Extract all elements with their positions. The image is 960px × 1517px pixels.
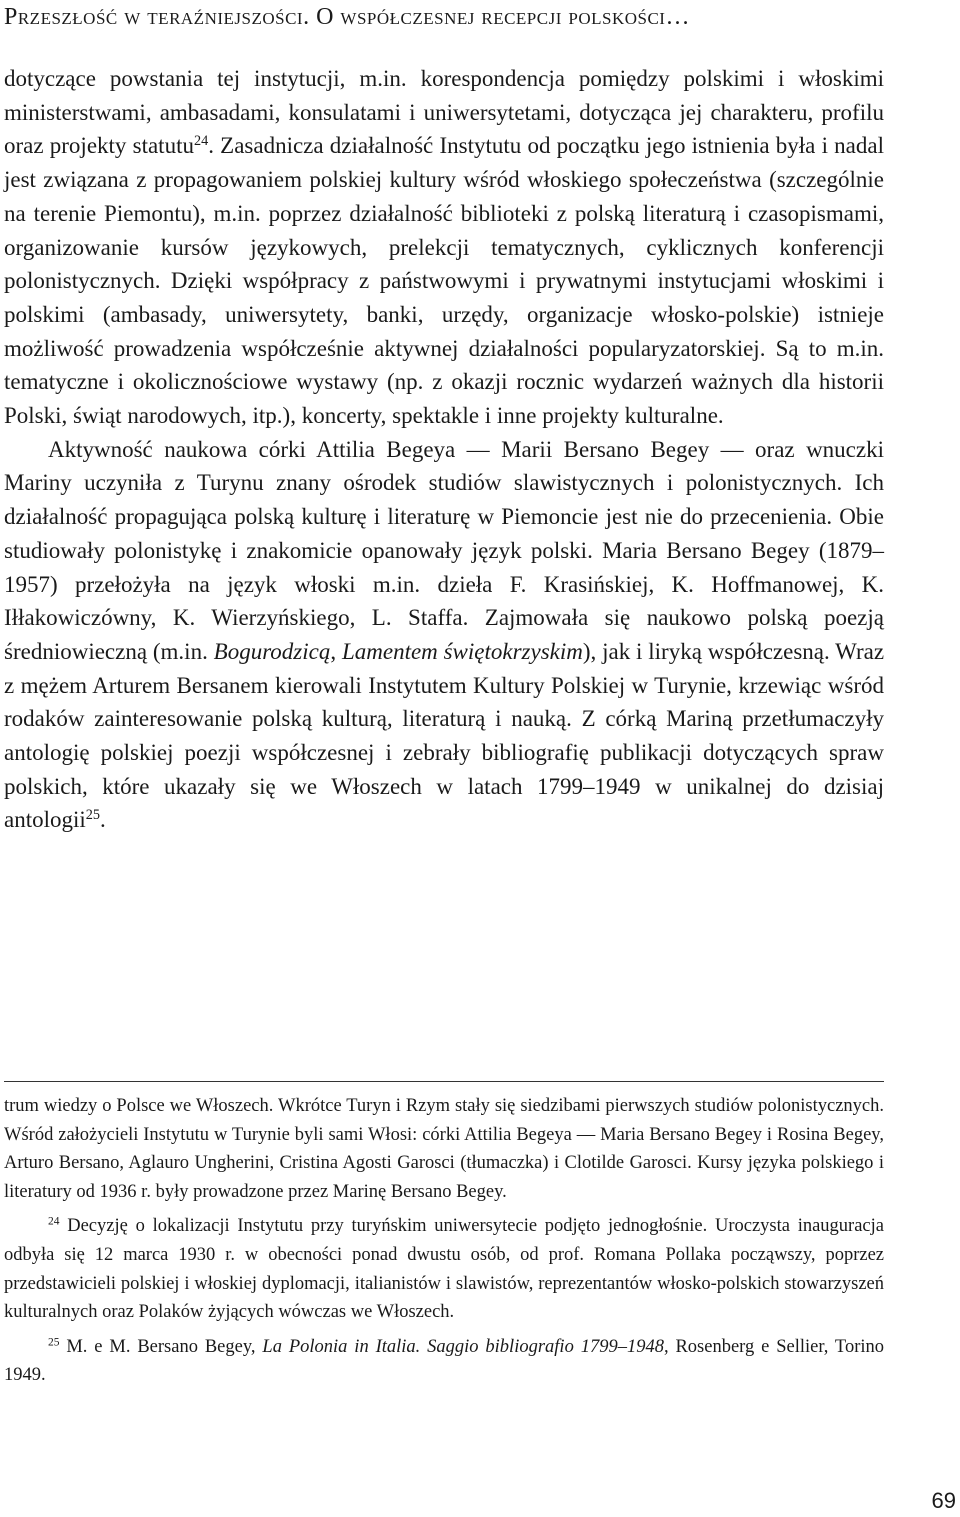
page-number: 69 (931, 1488, 956, 1513)
main-text (4, 62, 884, 837)
paragraph-1-text-b: . Zasadnicza działalność Instytutu od początku jego istnienia była i nadal jest związana z propagowaniem polskiej kultury wśród włoskiego społeczeństwa (szczególnie na terenie Piemontu), m.in. poprzez działalność biblioteki z polską literaturą i czasopismami, organizowanie kursów językowych, prelekcji tematycznych, cyklicznych konferencji polonistycznych. Dzięki współpracy z państwowymi i prywatnymi instytucjami włoskimi i polskimi (ambasady, uniwersytety, banki, urzędy, organizacje włosko-polskie) istnieje możliwość prowadzenia współcześnie aktywnej działalności popularyzatorskiej. Są to m.in. tematyczne i okolicznościowe wystawy (np. z okazji rocznic wydarzeń ważnych dla historii Polski, świąt narodowych, itp.), koncerty, spektakle i inne projekty kulturalne. (4, 133, 884, 429)
footnote-24-text: Decyzję o lokalizacji Instytutu przy turyńskim uniwersytecie podjęto jednogłośnie. Uroczysta inauguracja odbyła się 12 marca 1930 r. w obecności ponad dwustu osób, od prof. Romana Pollaka począwszy, poprzez przedstawicieli polskiej i włoskiej dyplomacji, italianistów i slawistów, reprezentantów włosko-polskich stowarzyszeń kulturalnych oraz Polaków żyjących wówczas we Włoszech. (4, 1216, 884, 1323)
running-head: Przeszłość w teraźniejszości. O współczesnej recepcji polskości… (4, 4, 690, 30)
footnotes (4, 1092, 884, 1390)
footnote-continuation: trum wiedzy o Polsce we Włoszech. Wkrótce Turyn i Rzym stały się siedzibami pierwszych studiów polonistycznych. Wśród założycieli Instytutu w Turynie byli sami Włosi: córki Attilia Begeya — Maria Bersano Begey i Rosina Begey, Arturo Bersano, Aglauro Ungherini, Cristina Agosti Garosci (tłumaczka) i Clotilde Garosci. Kursy języka polskiego i literatury od 1936 r. były prowadzone przez Marinę Bersano Begey. (4, 1096, 884, 1202)
footnote-separator (4, 1081, 884, 1082)
footnote-25-text-b: , Rosenberg e Sellier, Torino 1949. (4, 1336, 884, 1386)
paragraph-1-text-a: dotyczące powstania tej instytucji, m.in. korespondencja pomiędzy polskimi i włoskimi ministerstwami, ambasadami, konsulatami i uniwersytetami, dotycząca jej charakteru, profilu oraz projekty statutu (4, 66, 884, 159)
paragraph-2-separator: , (330, 638, 342, 664)
paragraph-2 (4, 433, 884, 837)
footnote-25-number: 25 (48, 1336, 60, 1349)
footnote-24-number: 24 (48, 1216, 60, 1229)
footnote-ref-25[interactable]: 25 (85, 807, 101, 824)
footnote-25-text-a: M. e M. Bersano Begey, (59, 1336, 263, 1357)
footnote-25-book-title: La Polonia in Italia. Saggio bibliografio 1799–1948 (262, 1336, 664, 1357)
footnote-24 (4, 1212, 884, 1326)
paragraph-2-text-a: Aktywność naukowa córki Attilia Begeya — Marii Bersano Begey — oraz wnuczki Mariny uczyniła z Turynu znany ośrodek studiów slawistycznych i polonistycznych. Ich działalność propagująca polską kulturę i literaturę w Piemoncie jest nie do przecenienia. Obie studiowały polonistykę i znakomicie opanowały język polski. Maria Bersano Begey (1879–1957) przełożyła na język włoski m.in. dzieła F. Krasińskiej, K. Hoffmanowej, K. Iłłakowiczówny, K. Wierzyńskiego, L. Staffa. Zajmowała się naukowo polską poezją średniowieczną (m.in. (4, 436, 884, 664)
paragraph-2-text-b: ), jak i liryką współczesną. Wraz z mężem Arturem Bersanem kierowali Instytutem Kultury Polskiej w Turynie, krzewiąc wśród rodaków zainteresowanie polską kulturą, literaturą i nauką. Z córką Mariną przetłumaczyły antologię polskiej poezji współczesnej i zebrały bibliografię publikacji dotyczących spraw polskich, które ukazały się we Włoszech w latach 1799–1949 w unikalnej do dzisiaj antologii (4, 638, 885, 833)
footnote-ref-24[interactable]: 24 (193, 133, 209, 150)
title-bogurodzica: Bogurodzicą (213, 638, 331, 664)
title-lament: Lamentem świętokrzyskim (341, 638, 583, 664)
paragraph-1 (4, 62, 884, 433)
paragraph-2-end: . (100, 807, 106, 833)
footnote-25 (4, 1333, 884, 1390)
